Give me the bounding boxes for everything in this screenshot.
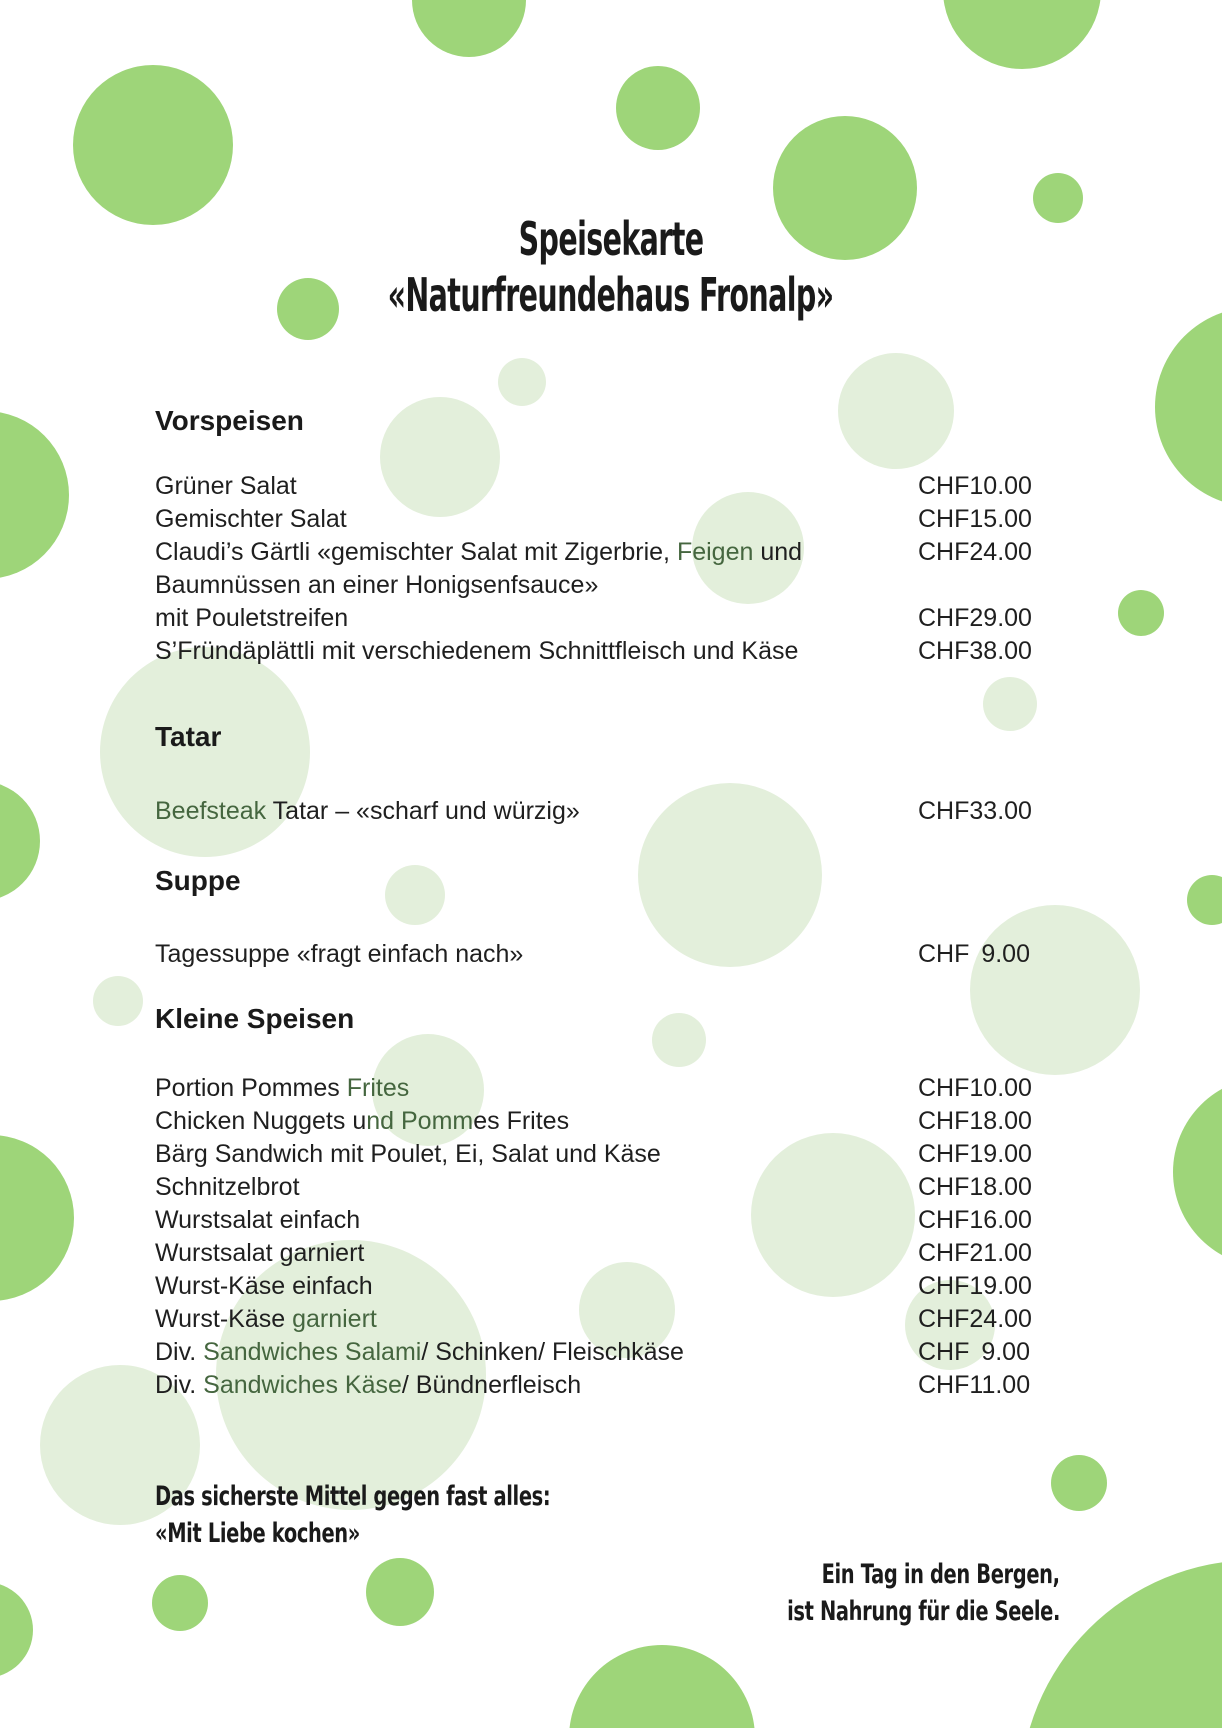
item-name [155,503,918,536]
price-amount: 16.00 [969,1206,1032,1234]
footer-quote-right-line-2 [681,1593,1060,1630]
price-amount: 11.00 [969,1371,1031,1399]
price-amount: 24.00 [969,538,1032,566]
item-name-part: Baumnüssen an einer Honigsenfsauce» [155,571,599,599]
item-name [155,1204,918,1237]
item-name-part: Wurst-Käse einfach [155,1272,373,1300]
menu-item-row [155,1171,1030,1204]
item-name-part: Div. [155,1338,204,1366]
item-name-part: Chicken Nuggets u [155,1107,367,1135]
item-price [918,1303,1030,1336]
item-name [155,795,918,828]
item-price [918,1237,1030,1270]
currency-label: CHF [918,940,970,968]
menu-item-row [155,1369,1030,1402]
section-heading: Tatar [155,721,222,752]
price-amount: 18.00 [969,1107,1032,1135]
item-name [155,536,918,569]
menu-item-row [155,602,1030,635]
footer-quote-right-line-1-text: Ein Tag in den Bergen, [821,1559,1060,1590]
item-name-green-part: Feigen [676,538,754,566]
currency-label: CHF [918,1173,970,1201]
currency-label: CHF [918,1305,970,1333]
currency-label: CHF [918,538,970,566]
item-name-part: Wurstsalat garniert [155,1239,365,1267]
footer-quote-left-line-2 [155,1515,704,1552]
price-amount: 38.00 [969,637,1032,665]
item-name [155,1072,918,1105]
menu-section [155,402,1030,668]
item-price [918,536,1030,569]
currency-label: CHF [918,604,970,632]
item-name-green-part: Beefsteak [155,797,267,825]
footer-quote-right-line-1 [681,1556,1060,1593]
item-name-part: Gemischter Salat [155,505,347,533]
price-amount: 9.00 [981,940,1030,968]
item-name [155,1237,918,1270]
currency-label: CHF [918,1371,970,1399]
section-items [155,1072,1030,1402]
item-name [155,938,918,971]
menu-item-row [155,1072,1030,1105]
item-price [918,1270,1030,1303]
item-name-part: Grüner Salat [155,472,297,500]
menu-item-row [155,1105,1030,1138]
price-amount: 19.00 [969,1272,1032,1300]
menu-item-row [155,569,1030,602]
item-price [918,1204,1030,1237]
item-name-part: Div. [155,1371,204,1399]
menu-item-row [155,536,1030,569]
currency-label: CHF [918,1107,970,1135]
section-heading: Vorspeisen [155,405,304,436]
page-title-text: Speisekarte [518,212,704,266]
menu-sections [155,402,1030,1402]
currency-label: CHF [918,1239,970,1267]
section-items [155,795,1030,828]
item-name [155,1369,918,1402]
item-name [155,1138,918,1171]
page-subtitle [0,268,1222,322]
section-heading: Kleine Speisen [155,1003,355,1034]
item-price [918,1171,1030,1204]
section-items [155,470,1030,668]
item-name-part: Tatar – «scharf und würzig» [266,797,580,825]
item-name [155,602,918,635]
currency-label: CHF [918,797,970,825]
menu-item-row [155,1138,1030,1171]
item-name-part: mit Pouletstreifen [155,604,349,632]
item-name-part: / Bündnerfleisch [401,1371,582,1399]
footer-quote-right [681,1556,1060,1630]
menu-item-row [155,503,1030,536]
item-name-part: / Schinken/ Fleischkäse [421,1338,684,1366]
page-subtitle-text: «Naturfreundehaus Fronalp» [388,268,834,322]
item-name-part: Tagessuppe «fragt einfach nach» [155,940,524,968]
item-name-green-part: Sandwiches Käse [203,1371,402,1399]
price-amount: 10.00 [969,1074,1032,1102]
item-name [155,1336,918,1369]
item-name-green-part: Sandwiches Salami [203,1338,422,1366]
price-amount: 10.00 [969,472,1032,500]
footer-quote-left-line-2-text: «Mit Liebe kochen» [155,1518,360,1549]
price-amount: 21.00 [969,1239,1032,1267]
item-name-part: Claudi’s Gärtli «gemischter Salat mit Zigerbrie, [155,538,677,566]
menu-item-row [155,1237,1030,1270]
price-amount: 33.00 [969,797,1032,825]
price-amount: 15.00 [969,505,1032,533]
item-price [918,602,1030,635]
currency-label: CHF [918,505,970,533]
price-amount: 24.00 [969,1305,1032,1333]
menu-section [155,718,1030,828]
menu-item-row [155,1270,1030,1303]
item-name [155,1171,918,1204]
item-price [918,1369,1030,1402]
currency-label: CHF [918,1272,970,1300]
price-amount: 9.00 [981,1338,1030,1366]
item-price [918,795,1030,828]
menu-item-row [155,1336,1030,1369]
currency-label: CHF [918,1074,970,1102]
price-amount: 19.00 [969,1140,1032,1168]
item-name [155,1270,918,1303]
section-heading: Suppe [155,865,241,896]
footer-quote-right-line-2-text: ist Nahrung für die Seele. [787,1596,1060,1627]
footer-quote-left [155,1478,704,1552]
currency-label: CHF [918,1140,970,1168]
item-name-part: Wurst-Käse [155,1305,293,1333]
item-name-part: Schnitzelbrot [155,1173,300,1201]
item-name-part: Bärg Sandwich mit Poulet, Ei, Salat und Käse [155,1140,661,1168]
item-name [155,1303,918,1336]
item-name-green-part: Frites [346,1074,410,1102]
currency-label: CHF [918,472,970,500]
menu-item-row [155,1204,1030,1237]
item-name [155,635,918,668]
item-price [918,635,1030,668]
item-price [918,1105,1030,1138]
page-title [0,212,1222,266]
footer-quote-left-line-1-text: Das sicherste Mittel gegen fast alles: [155,1481,551,1512]
menu-item-row [155,470,1030,503]
item-name [155,470,918,503]
footer-quote-left-line-1 [155,1478,704,1515]
currency-label: CHF [918,637,970,665]
item-price [918,1336,1030,1369]
item-price [918,503,1030,536]
item-price [918,1138,1030,1171]
item-name-part: es Frites [473,1107,570,1135]
item-name [155,1105,918,1138]
currency-label: CHF [918,1206,970,1234]
menu-item-row [155,635,1030,668]
item-price [918,1072,1030,1105]
item-name-part: S’Fründäplättli mit verschiedenem Schnittfleisch und Käse [155,637,799,665]
item-name-green-part: garniert [292,1305,377,1333]
currency-label: CHF [918,1338,970,1366]
item-name [155,569,918,602]
price-amount: 29.00 [969,604,1032,632]
item-name-part: und [753,538,803,566]
menu-section [155,862,1030,971]
item-name-part: Wurstsalat einfach [155,1206,361,1234]
item-price [918,470,1030,503]
menu-section [155,1000,1030,1402]
menu-item-row [155,1303,1030,1336]
menu-item-row [155,795,1030,828]
item-name-part: Portion Pommes [155,1074,347,1102]
price-amount: 18.00 [969,1173,1032,1201]
section-items [155,938,1030,971]
item-name-green-part: nd Pomm [366,1107,474,1135]
item-price [918,938,1030,971]
menu-item-row [155,938,1030,971]
